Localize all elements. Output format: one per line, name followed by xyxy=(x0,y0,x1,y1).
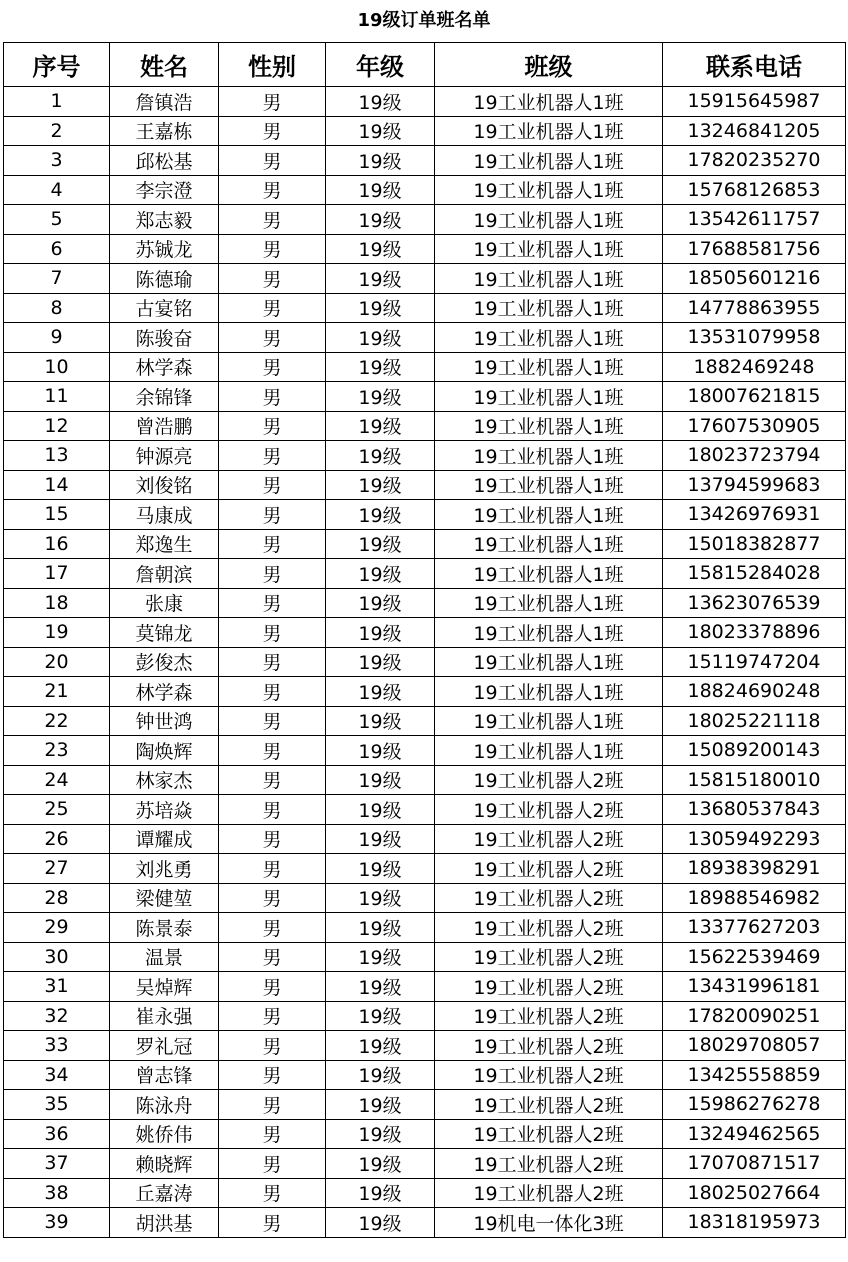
table-row xyxy=(4,1001,846,1031)
cell-name: 苏铖龙 xyxy=(110,234,219,264)
table-row xyxy=(4,234,846,264)
cell-class: 19工业机器人2班 xyxy=(435,913,663,943)
cell-class: 19工业机器人1班 xyxy=(435,647,663,677)
cell-gender: 男 xyxy=(219,87,326,117)
cell-grade: 19级 xyxy=(326,500,435,530)
cell-grade: 19级 xyxy=(326,470,435,500)
cell-gender: 男 xyxy=(219,913,326,943)
cell-gender: 男 xyxy=(219,1090,326,1120)
cell-name: 谭耀成 xyxy=(110,824,219,854)
cell-serial-number: 33 xyxy=(4,1031,110,1061)
cell-grade: 19级 xyxy=(326,1149,435,1179)
header-row xyxy=(4,43,846,87)
cell-name: 詹镇浩 xyxy=(110,87,219,117)
cell-class: 19工业机器人2班 xyxy=(435,883,663,913)
cell-serial-number: 16 xyxy=(4,529,110,559)
cell-serial-number: 23 xyxy=(4,736,110,766)
cell-gender: 男 xyxy=(219,795,326,825)
cell-name: 罗礼冠 xyxy=(110,1031,219,1061)
cell-grade: 19级 xyxy=(326,795,435,825)
cell-serial-number: 26 xyxy=(4,824,110,854)
cell-grade: 19级 xyxy=(326,588,435,618)
cell-phone: 15915645987 xyxy=(663,87,846,117)
cell-gender: 男 xyxy=(219,706,326,736)
cell-phone: 18029708057 xyxy=(663,1031,846,1061)
cell-grade: 19级 xyxy=(326,1208,435,1238)
cell-grade: 19级 xyxy=(326,234,435,264)
cell-gender: 男 xyxy=(219,1060,326,1090)
cell-class: 19工业机器人1班 xyxy=(435,706,663,736)
cell-serial-number: 17 xyxy=(4,559,110,589)
cell-grade: 19级 xyxy=(326,618,435,648)
cell-class: 19工业机器人1班 xyxy=(435,618,663,648)
cell-serial-number: 7 xyxy=(4,264,110,294)
cell-gender: 男 xyxy=(219,942,326,972)
cell-serial-number: 4 xyxy=(4,175,110,205)
table-row xyxy=(4,293,846,323)
cell-grade: 19级 xyxy=(326,677,435,707)
table-row xyxy=(4,588,846,618)
cell-gender: 男 xyxy=(219,382,326,412)
cell-gender: 男 xyxy=(219,470,326,500)
cell-class: 19工业机器人1班 xyxy=(435,470,663,500)
cell-phone: 13377627203 xyxy=(663,913,846,943)
cell-phone: 13059492293 xyxy=(663,824,846,854)
cell-grade: 19级 xyxy=(326,765,435,795)
cell-gender: 男 xyxy=(219,323,326,353)
cell-serial-number: 37 xyxy=(4,1149,110,1179)
table-row xyxy=(4,1031,846,1061)
cell-class: 19工业机器人2班 xyxy=(435,1090,663,1120)
cell-gender: 男 xyxy=(219,765,326,795)
cell-grade: 19级 xyxy=(326,116,435,146)
cell-class: 19工业机器人1班 xyxy=(435,175,663,205)
cell-name: 王嘉栋 xyxy=(110,116,219,146)
cell-class: 19工业机器人1班 xyxy=(435,441,663,471)
cell-grade: 19级 xyxy=(326,736,435,766)
cell-gender: 男 xyxy=(219,146,326,176)
cell-class: 19工业机器人1班 xyxy=(435,87,663,117)
cell-name: 林家杰 xyxy=(110,765,219,795)
cell-name: 胡洪基 xyxy=(110,1208,219,1238)
table-body xyxy=(4,87,846,1238)
cell-name: 詹朝滨 xyxy=(110,559,219,589)
cell-serial-number: 34 xyxy=(4,1060,110,1090)
cell-serial-number: 5 xyxy=(4,205,110,235)
cell-name: 曾浩鹏 xyxy=(110,411,219,441)
cell-serial-number: 10 xyxy=(4,352,110,382)
cell-phone: 17688581756 xyxy=(663,234,846,264)
table-row xyxy=(4,1208,846,1238)
cell-grade: 19级 xyxy=(326,293,435,323)
cell-phone: 14778863955 xyxy=(663,293,846,323)
cell-phone: 15768126853 xyxy=(663,175,846,205)
cell-serial-number: 32 xyxy=(4,1001,110,1031)
cell-phone: 15089200143 xyxy=(663,736,846,766)
header-phone: 联系电话 xyxy=(663,43,846,87)
cell-phone: 13425558859 xyxy=(663,1060,846,1090)
table-row xyxy=(4,411,846,441)
cell-phone: 13246841205 xyxy=(663,116,846,146)
cell-class: 19工业机器人1班 xyxy=(435,146,663,176)
cell-grade: 19级 xyxy=(326,942,435,972)
cell-phone: 17820090251 xyxy=(663,1001,846,1031)
cell-serial-number: 6 xyxy=(4,234,110,264)
cell-grade: 19级 xyxy=(326,441,435,471)
cell-class: 19工业机器人1班 xyxy=(435,529,663,559)
table-row xyxy=(4,618,846,648)
table-row xyxy=(4,647,846,677)
table-row xyxy=(4,352,846,382)
cell-serial-number: 13 xyxy=(4,441,110,471)
cell-gender: 男 xyxy=(219,500,326,530)
cell-name: 陈景泰 xyxy=(110,913,219,943)
cell-phone: 13426976931 xyxy=(663,500,846,530)
cell-serial-number: 22 xyxy=(4,706,110,736)
table-row xyxy=(4,677,846,707)
cell-class: 19工业机器人2班 xyxy=(435,1060,663,1090)
cell-serial-number: 28 xyxy=(4,883,110,913)
cell-name: 郑逸生 xyxy=(110,529,219,559)
table-row xyxy=(4,1060,846,1090)
cell-grade: 19级 xyxy=(326,175,435,205)
cell-grade: 19级 xyxy=(326,529,435,559)
table-row xyxy=(4,765,846,795)
cell-gender: 男 xyxy=(219,1208,326,1238)
cell-class: 19工业机器人2班 xyxy=(435,942,663,972)
cell-class: 19工业机器人1班 xyxy=(435,382,663,412)
cell-class: 19工业机器人1班 xyxy=(435,588,663,618)
cell-grade: 19级 xyxy=(326,87,435,117)
cell-class: 19工业机器人1班 xyxy=(435,352,663,382)
cell-phone: 13542611757 xyxy=(663,205,846,235)
cell-grade: 19级 xyxy=(326,1119,435,1149)
cell-class: 19工业机器人2班 xyxy=(435,1178,663,1208)
cell-gender: 男 xyxy=(219,1119,326,1149)
cell-gender: 男 xyxy=(219,411,326,441)
cell-phone: 13431996181 xyxy=(663,972,846,1002)
cell-serial-number: 27 xyxy=(4,854,110,884)
cell-name: 丘嘉涛 xyxy=(110,1178,219,1208)
cell-name: 刘兆勇 xyxy=(110,854,219,884)
table-row xyxy=(4,736,846,766)
cell-phone: 18025027664 xyxy=(663,1178,846,1208)
cell-phone: 13680537843 xyxy=(663,795,846,825)
table-row xyxy=(4,824,846,854)
table-row xyxy=(4,264,846,294)
cell-serial-number: 19 xyxy=(4,618,110,648)
cell-gender: 男 xyxy=(219,293,326,323)
cell-serial-number: 21 xyxy=(4,677,110,707)
cell-grade: 19级 xyxy=(326,854,435,884)
cell-gender: 男 xyxy=(219,175,326,205)
header-grade: 年级 xyxy=(326,43,435,87)
cell-grade: 19级 xyxy=(326,264,435,294)
cell-grade: 19级 xyxy=(326,647,435,677)
cell-serial-number: 20 xyxy=(4,647,110,677)
cell-class: 19工业机器人1班 xyxy=(435,677,663,707)
cell-name: 郑志毅 xyxy=(110,205,219,235)
cell-name: 彭俊杰 xyxy=(110,647,219,677)
cell-class: 19工业机器人2班 xyxy=(435,972,663,1002)
cell-class: 19工业机器人1班 xyxy=(435,205,663,235)
cell-gender: 男 xyxy=(219,677,326,707)
cell-serial-number: 14 xyxy=(4,470,110,500)
cell-class: 19工业机器人1班 xyxy=(435,559,663,589)
cell-grade: 19级 xyxy=(326,411,435,441)
cell-class: 19工业机器人2班 xyxy=(435,854,663,884)
cell-serial-number: 9 xyxy=(4,323,110,353)
cell-name: 赖晓辉 xyxy=(110,1149,219,1179)
cell-serial-number: 39 xyxy=(4,1208,110,1238)
cell-name: 李宗澄 xyxy=(110,175,219,205)
cell-gender: 男 xyxy=(219,736,326,766)
cell-grade: 19级 xyxy=(326,1090,435,1120)
cell-gender: 男 xyxy=(219,588,326,618)
cell-name: 陶焕辉 xyxy=(110,736,219,766)
cell-grade: 19级 xyxy=(326,323,435,353)
cell-class: 19工业机器人1班 xyxy=(435,323,663,353)
cell-class: 19机电一体化3班 xyxy=(435,1208,663,1238)
cell-gender: 男 xyxy=(219,1001,326,1031)
header-serial-number: 序号 xyxy=(4,43,110,87)
cell-name: 邱松基 xyxy=(110,146,219,176)
cell-name: 温景 xyxy=(110,942,219,972)
cell-class: 19工业机器人2班 xyxy=(435,824,663,854)
cell-class: 19工业机器人2班 xyxy=(435,765,663,795)
table-row xyxy=(4,913,846,943)
cell-class: 19工业机器人2班 xyxy=(435,1149,663,1179)
cell-class: 19工业机器人2班 xyxy=(435,1119,663,1149)
table-row xyxy=(4,1090,846,1120)
cell-gender: 男 xyxy=(219,1178,326,1208)
cell-gender: 男 xyxy=(219,234,326,264)
cell-phone: 13531079958 xyxy=(663,323,846,353)
cell-grade: 19级 xyxy=(326,559,435,589)
cell-grade: 19级 xyxy=(326,1060,435,1090)
cell-phone: 15815180010 xyxy=(663,765,846,795)
cell-serial-number: 3 xyxy=(4,146,110,176)
cell-phone: 18938398291 xyxy=(663,854,846,884)
cell-name: 陈泳舟 xyxy=(110,1090,219,1120)
cell-name: 古宴铭 xyxy=(110,293,219,323)
table-row xyxy=(4,883,846,913)
cell-name: 林学森 xyxy=(110,352,219,382)
cell-name: 余锦锋 xyxy=(110,382,219,412)
cell-phone: 18988546982 xyxy=(663,883,846,913)
cell-serial-number: 18 xyxy=(4,588,110,618)
table-header xyxy=(4,43,846,87)
cell-class: 19工业机器人2班 xyxy=(435,1001,663,1031)
cell-serial-number: 36 xyxy=(4,1119,110,1149)
cell-gender: 男 xyxy=(219,618,326,648)
header-class: 班级 xyxy=(435,43,663,87)
cell-serial-number: 30 xyxy=(4,942,110,972)
cell-name: 陈德瑜 xyxy=(110,264,219,294)
cell-phone: 15018382877 xyxy=(663,529,846,559)
cell-name: 马康成 xyxy=(110,500,219,530)
table-row xyxy=(4,559,846,589)
cell-gender: 男 xyxy=(219,854,326,884)
cell-phone: 18007621815 xyxy=(663,382,846,412)
cell-grade: 19级 xyxy=(326,1001,435,1031)
cell-serial-number: 1 xyxy=(4,87,110,117)
page-title: 19级订单班名单 xyxy=(357,10,491,31)
cell-name: 梁健堃 xyxy=(110,883,219,913)
header-name: 姓名 xyxy=(110,43,219,87)
cell-serial-number: 38 xyxy=(4,1178,110,1208)
table-row xyxy=(4,1149,846,1179)
table-row xyxy=(4,175,846,205)
table-row xyxy=(4,500,846,530)
table-row xyxy=(4,1178,846,1208)
cell-phone: 13794599683 xyxy=(663,470,846,500)
cell-gender: 男 xyxy=(219,352,326,382)
cell-serial-number: 35 xyxy=(4,1090,110,1120)
cell-phone: 18505601216 xyxy=(663,264,846,294)
cell-name: 苏培焱 xyxy=(110,795,219,825)
cell-grade: 19级 xyxy=(326,824,435,854)
cell-serial-number: 31 xyxy=(4,972,110,1002)
cell-class: 19工业机器人1班 xyxy=(435,234,663,264)
cell-phone: 17607530905 xyxy=(663,411,846,441)
cell-grade: 19级 xyxy=(326,1031,435,1061)
cell-name: 钟源亮 xyxy=(110,441,219,471)
cell-phone: 18025221118 xyxy=(663,706,846,736)
cell-grade: 19级 xyxy=(326,913,435,943)
table-row xyxy=(4,795,846,825)
cell-grade: 19级 xyxy=(326,972,435,1002)
cell-phone: 1882469248 xyxy=(663,352,846,382)
cell-name: 崔永强 xyxy=(110,1001,219,1031)
table-row xyxy=(4,323,846,353)
cell-grade: 19级 xyxy=(326,883,435,913)
cell-name: 钟世鸿 xyxy=(110,706,219,736)
cell-phone: 17070871517 xyxy=(663,1149,846,1179)
cell-gender: 男 xyxy=(219,264,326,294)
cell-class: 19工业机器人1班 xyxy=(435,293,663,323)
cell-phone: 13623076539 xyxy=(663,588,846,618)
cell-gender: 男 xyxy=(219,972,326,1002)
table-row xyxy=(4,470,846,500)
table-row xyxy=(4,205,846,235)
roster-table xyxy=(3,42,846,1238)
table-row xyxy=(4,146,846,176)
header-gender: 性别 xyxy=(219,43,326,87)
cell-gender: 男 xyxy=(219,647,326,677)
table-row xyxy=(4,1119,846,1149)
cell-grade: 19级 xyxy=(326,205,435,235)
table-row xyxy=(4,87,846,117)
cell-class: 19工业机器人1班 xyxy=(435,264,663,294)
cell-phone: 15815284028 xyxy=(663,559,846,589)
cell-serial-number: 12 xyxy=(4,411,110,441)
cell-grade: 19级 xyxy=(326,352,435,382)
cell-phone: 15622539469 xyxy=(663,942,846,972)
cell-class: 19工业机器人1班 xyxy=(435,116,663,146)
cell-phone: 13249462565 xyxy=(663,1119,846,1149)
cell-class: 19工业机器人1班 xyxy=(435,736,663,766)
cell-serial-number: 2 xyxy=(4,116,110,146)
cell-name: 张康 xyxy=(110,588,219,618)
cell-phone: 18023378896 xyxy=(663,618,846,648)
cell-name: 陈骏奋 xyxy=(110,323,219,353)
cell-phone: 15986276278 xyxy=(663,1090,846,1120)
cell-phone: 18023723794 xyxy=(663,441,846,471)
cell-name: 姚侨伟 xyxy=(110,1119,219,1149)
cell-phone: 18824690248 xyxy=(663,677,846,707)
table-row xyxy=(4,854,846,884)
cell-name: 莫锦龙 xyxy=(110,618,219,648)
cell-phone: 18318195973 xyxy=(663,1208,846,1238)
cell-gender: 男 xyxy=(219,529,326,559)
table-row xyxy=(4,116,846,146)
table-row xyxy=(4,529,846,559)
cell-name: 刘俊铭 xyxy=(110,470,219,500)
table-row xyxy=(4,972,846,1002)
cell-name: 吴焯辉 xyxy=(110,972,219,1002)
cell-gender: 男 xyxy=(219,824,326,854)
table-row xyxy=(4,706,846,736)
cell-class: 19工业机器人2班 xyxy=(435,1031,663,1061)
cell-serial-number: 25 xyxy=(4,795,110,825)
cell-phone: 17820235270 xyxy=(663,146,846,176)
cell-name: 曾志锋 xyxy=(110,1060,219,1090)
cell-phone: 15119747204 xyxy=(663,647,846,677)
cell-gender: 男 xyxy=(219,1149,326,1179)
cell-serial-number: 29 xyxy=(4,913,110,943)
cell-grade: 19级 xyxy=(326,382,435,412)
cell-class: 19工业机器人2班 xyxy=(435,795,663,825)
cell-gender: 男 xyxy=(219,883,326,913)
cell-grade: 19级 xyxy=(326,146,435,176)
cell-gender: 男 xyxy=(219,205,326,235)
cell-serial-number: 24 xyxy=(4,765,110,795)
cell-class: 19工业机器人1班 xyxy=(435,411,663,441)
cell-gender: 男 xyxy=(219,116,326,146)
table-row xyxy=(4,441,846,471)
cell-grade: 19级 xyxy=(326,706,435,736)
cell-gender: 男 xyxy=(219,441,326,471)
table-row xyxy=(4,942,846,972)
cell-class: 19工业机器人1班 xyxy=(435,500,663,530)
cell-name: 林学森 xyxy=(110,677,219,707)
cell-serial-number: 8 xyxy=(4,293,110,323)
cell-serial-number: 15 xyxy=(4,500,110,530)
cell-gender: 男 xyxy=(219,559,326,589)
cell-gender: 男 xyxy=(219,1031,326,1061)
cell-serial-number: 11 xyxy=(4,382,110,412)
cell-grade: 19级 xyxy=(326,1178,435,1208)
table-row xyxy=(4,382,846,412)
